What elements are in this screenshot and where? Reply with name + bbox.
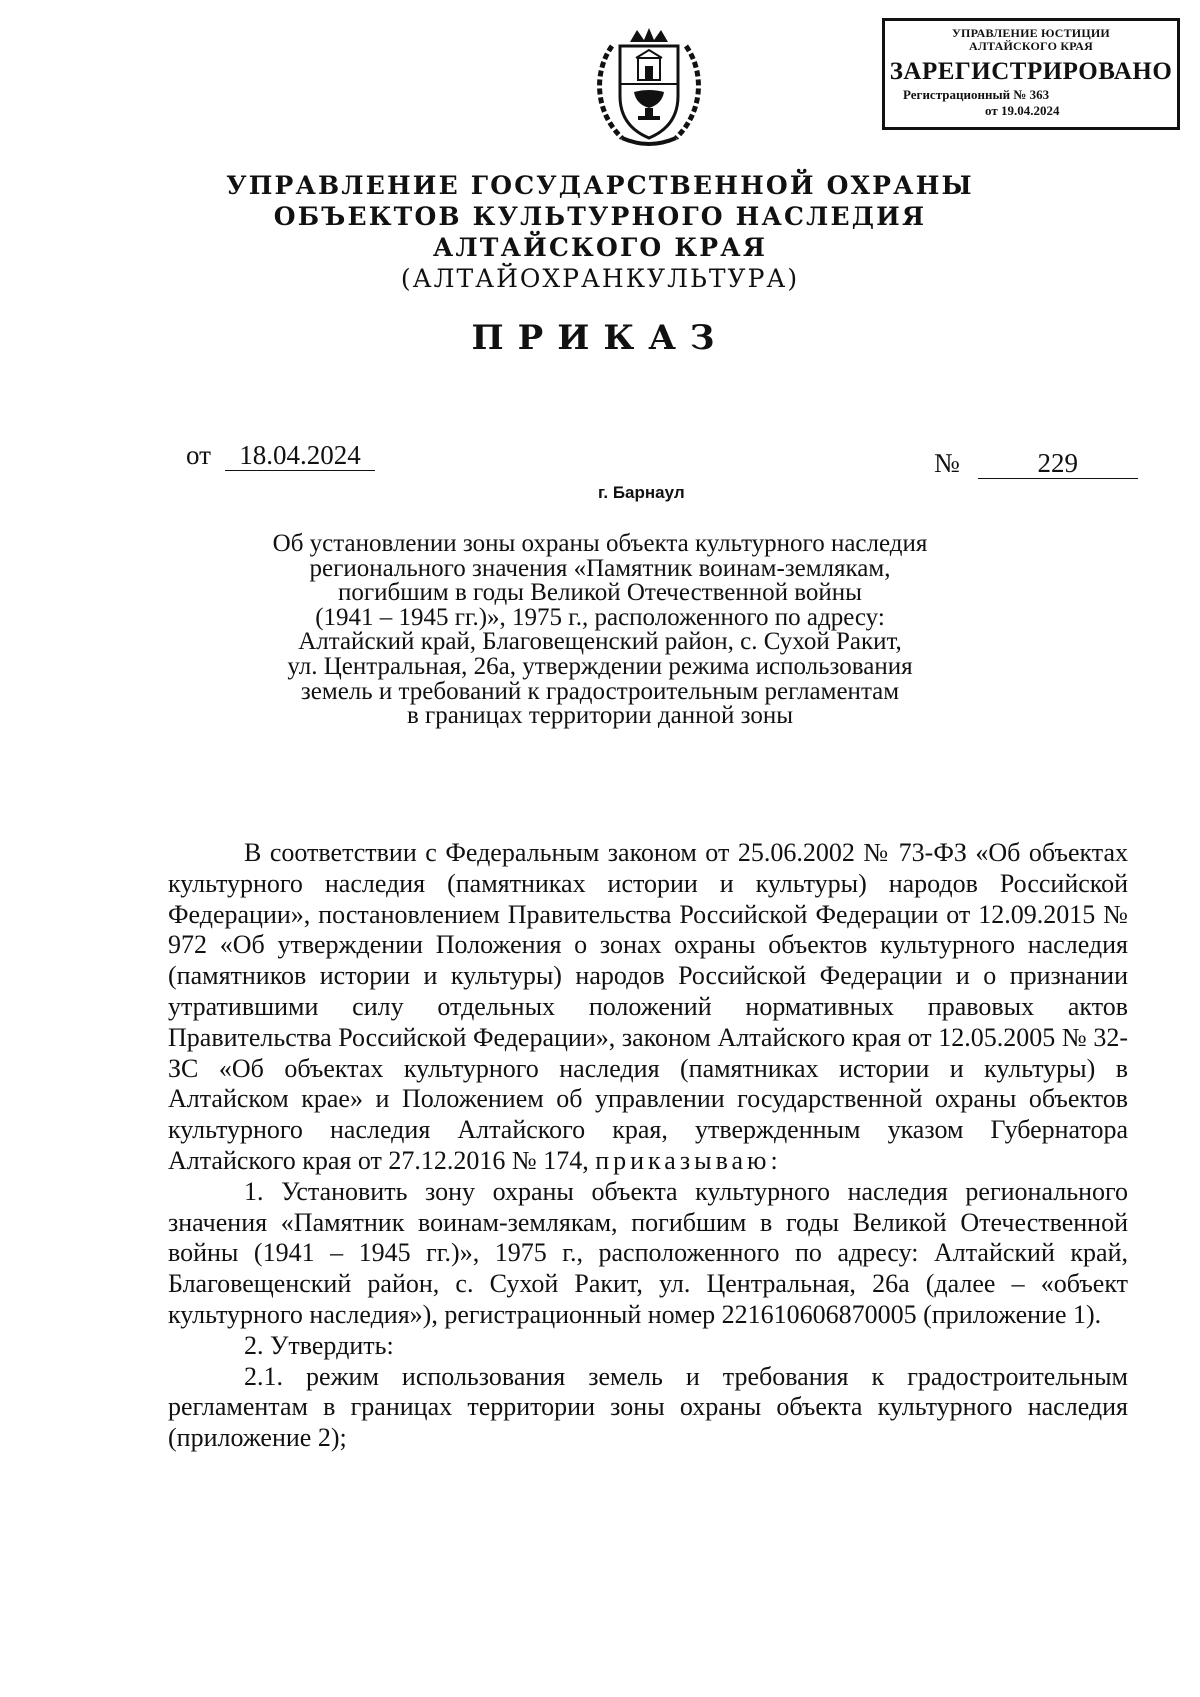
- preamble-text: В соответствии с Федеральным законом от 25.06.2002 № 73-ФЗ «Об объектах культурного наследия (памятниках истории и культуры) народов Российской Федерации», постановлением Правительства Российской Федерации от 12.09.2015 № 972 «Об утверждении Положения о зонах охраны объектов культурного наследия (памятников истории и культуры) народов Российской Федерации и о признании утратившими силу отдельных положений нормативных правовых актов Правительства Российской Федерации», законом Алтайского края от 12.05.2005 № 32-ЗС «Об объектах культурного наследия (памятниках истории и культуры) в Алтайском крае» и Положением об управлении государственной охраны объектов культурного наследия Алтайского края, утвержденным указом Губернатора Алтайского края от 27.12.2016 № 174,: [168, 838, 1128, 1175]
- order-date-label: от: [186, 440, 211, 470]
- stamp-reg-date: 19.04.2024: [1000, 103, 1060, 118]
- org-line-3: АЛТАЙСКОГО КРАЯ: [432, 233, 768, 262]
- item-2-1-paragraph: 2.1. режим использования земель и требования к градостроительным регламентам в границах территории зоны охраны объекта культурного наследия (приложение 2);: [168, 1361, 1128, 1453]
- subject-line: Об установлении зоны охраны объекта культурного наследия: [272, 530, 928, 557]
- subject-line: (1941 – 1945 гг.)», 1975 г., расположенного по адресу:: [315, 603, 885, 631]
- org-line-2: ОБЪЕКТОВ КУЛЬТУРНОГО НАСЛЕДИЯ: [273, 202, 927, 231]
- stamp-reg-number: 363: [1029, 87, 1050, 102]
- organization-name: [0, 170, 1200, 294]
- subject-line: земель и требований к градостроительным регламентам: [300, 677, 900, 705]
- stamp-reg-date-label: от: [985, 103, 998, 118]
- order-date: [186, 440, 375, 471]
- stamp-registered: ЗАРЕГИСТРИРОВАНО: [889, 58, 1173, 85]
- subject-line: Алтайский край, Благовещенский район, с. Сухой Ракит,: [298, 628, 902, 656]
- registration-stamp: [882, 18, 1180, 130]
- document-type-title: ПРИКАЗ: [471, 318, 729, 358]
- org-abbreviation: (АЛТАЙОХРАНКУЛЬТУРА): [400, 264, 800, 293]
- stamp-reg-number-row: [885, 87, 1177, 103]
- subject-line: в границах территории данной зоны: [407, 702, 793, 730]
- order-body: [168, 838, 1128, 1454]
- order-number-value: 229: [978, 448, 1138, 479]
- stamp-department: УПРАВЛЕНИЕ ЮСТИЦИИ АЛТАЙСКОГО КРАЯ: [952, 26, 1110, 53]
- order-number-label: №: [934, 448, 960, 478]
- item-1-paragraph: 1. Установить зону охраны объекта культурного наследия регионального значения «Памятник воинам-землякам, погибшим в годы Великой Отечественной войны (1941 – 1945 гг.)», 1975 г., расположенного по адресу: Алтайский край, Благовещенский район, с. Сухой Ракит, ул. Центральная, 26а (далее – «объект культурного наследия»), регистрационный номер 221610606870005 (приложение 1).: [168, 1176, 1128, 1329]
- subject-line: регионального значения «Памятник воинам-землякам,: [309, 554, 891, 582]
- altai-krai-coat-of-arms-icon: [592, 26, 706, 150]
- order-word: приказываю:: [595, 1145, 782, 1175]
- order-date-value: 18.04.2024: [225, 440, 375, 471]
- org-line-1: УПРАВЛЕНИЕ ГОСУДАРСТВЕННОЙ ОХРАНЫ: [226, 171, 974, 200]
- subject-line: ул. Центральная, 26а, утверждении режима использования: [287, 652, 913, 680]
- subject-line: погибшим в годы Великой Отечественной войны: [338, 579, 862, 607]
- item-2-paragraph: 2. Утвердить:: [244, 1330, 394, 1360]
- order-subject: [180, 532, 1020, 729]
- stamp-reg-number-label: Регистрационный №: [903, 87, 1027, 102]
- order-city: г. Барнаул: [598, 483, 685, 502]
- order-number: [934, 448, 1138, 479]
- stamp-reg-date-row: [885, 103, 1177, 118]
- preamble-paragraph: [168, 838, 1128, 1177]
